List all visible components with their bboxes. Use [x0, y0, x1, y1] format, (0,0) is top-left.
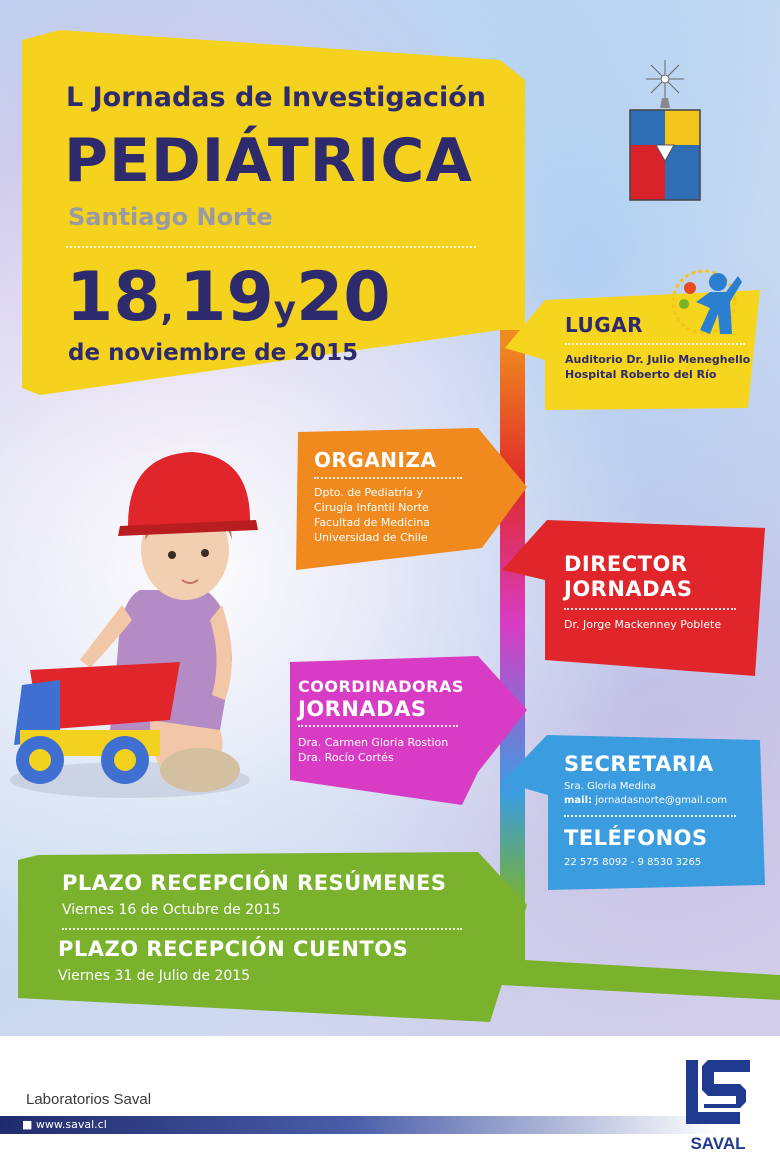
university-crest-logo — [626, 58, 704, 204]
director-title-line1: DIRECTOR — [564, 552, 688, 576]
plazo-resumenes-title: PLAZO RECEPCIÓN RESÚMENES — [62, 871, 447, 895]
director-title-line2: JORNADAS — [564, 577, 693, 601]
coordinadoras-names — [298, 735, 448, 765]
footer-url-text[interactable]: www.saval.cl — [35, 1118, 107, 1131]
lugar-details — [565, 352, 750, 382]
footer-brand: Laboratorios Saval — [26, 1091, 152, 1108]
footer-url-link[interactable]: ■ www.saval.cl — [22, 1118, 107, 1131]
organiza-line: Facultad de Medicina — [314, 516, 431, 529]
organiza-line: Dpto. de Pediatría y — [314, 486, 423, 499]
director-name: Dr. Jorge Mackenney Poblete — [564, 618, 722, 631]
secretaria-title: SECRETARIA — [564, 752, 714, 776]
header-divider — [66, 246, 476, 248]
saval-logo-text: SAVAL — [690, 1134, 746, 1153]
secretaria-divider — [564, 815, 736, 817]
mail-label: mail: — [564, 795, 593, 806]
lugar-venue: Auditorio Dr. Julio Meneghello — [565, 353, 751, 366]
hospital-logo — [668, 262, 746, 340]
organiza-title: ORGANIZA — [314, 448, 437, 472]
date-separator-1: , — [160, 289, 174, 329]
coordinadoras-title — [298, 676, 464, 720]
saval-logo — [680, 1056, 756, 1154]
saval-ls-icon — [680, 1056, 756, 1132]
mail-address: jornadasnorte@gmail.com — [595, 795, 728, 806]
footer — [0, 1036, 780, 1158]
secretaria-mail-row — [564, 794, 727, 808]
coordinadoras-divider — [298, 725, 458, 727]
organiza-divider — [314, 477, 462, 479]
organiza-details — [314, 485, 430, 545]
secretaria-name: Sra. Gloria Medina — [564, 781, 657, 792]
child-with-truck-photo — [0, 430, 260, 810]
event-subtitle: Santiago Norte — [68, 203, 273, 231]
event-title-main: PEDIÁTRICA — [64, 126, 473, 196]
event-month: de noviembre de 2015 — [68, 340, 359, 366]
date-day-2: 19 — [179, 258, 274, 337]
telefonos-numbers: 22 575 8092 - 9 8530 3265 — [564, 857, 702, 868]
event-dates — [66, 258, 391, 337]
lugar-title: LUGAR — [565, 313, 644, 337]
telefonos-title: TELÉFONOS — [564, 826, 708, 850]
event-title-line1: L Jornadas de Investigación — [66, 82, 487, 113]
organiza-line: Universidad de Chile — [314, 531, 428, 544]
lugar-divider — [565, 343, 745, 345]
coordinadoras-title-line1: COORDINADORAS — [298, 677, 464, 696]
plazo-cuentos-date: Viernes 31 de Julio de 2015 — [58, 968, 251, 984]
footer-bar — [0, 1116, 780, 1134]
coordinadora-name: Dra. Rocío Cortés — [298, 751, 394, 764]
lugar-hospital: Hospital Roberto del Río — [565, 368, 717, 381]
plazo-resumenes-date: Viernes 16 de Octubre de 2015 — [62, 902, 281, 918]
date-day-1: 18 — [66, 258, 161, 337]
coordinadora-name: Dra. Carmen Gloria Rostion — [298, 736, 449, 749]
date-day-3: 20 — [295, 258, 391, 337]
director-title — [564, 552, 692, 602]
director-divider — [564, 608, 736, 610]
coordinadoras-title-line2: JORNADAS — [298, 697, 427, 721]
secretaria-details — [564, 780, 727, 808]
plazo-cuentos-title: PLAZO RECEPCIÓN CUENTOS — [58, 937, 409, 961]
organiza-line: Cirugía Infantil Norte — [314, 501, 429, 514]
plazos-divider — [62, 928, 462, 930]
date-separator-2: y — [273, 289, 296, 329]
